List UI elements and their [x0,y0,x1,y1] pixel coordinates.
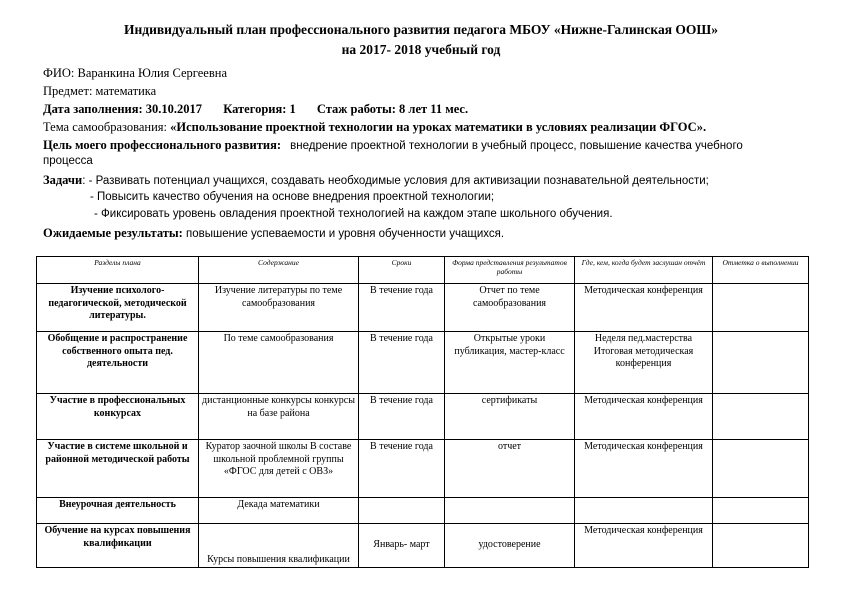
table-cell: Участие в профессиональных конкурсах [37,394,199,440]
table-cell [713,498,809,524]
table-cell [713,332,809,394]
task-item: - Повысить качество обучения на основе внедрения проектной технологии; [90,191,495,203]
plan-table [36,256,809,568]
table-header-row [37,257,809,284]
table-cell: Изучение психолого-педагогической, методической литературы. [37,284,199,332]
goal-label: Цель моего профессионального развития: [43,138,282,152]
table-row [37,284,809,332]
table-cell: Отчет по теме самообразования [445,284,575,332]
table-cell: Методическая конференция [575,394,713,440]
table-cell: В течение года [359,332,445,394]
table-cell [575,498,713,524]
page-title: Индивидуальный план профессионального развития педагога МБОУ «Нижне-Галинская ООШ» [124,22,718,37]
table-cell [713,394,809,440]
goal-value: внедрение проектной технологии в учебный процесс, повышение качества учебного [290,140,743,152]
category: Категория: 1 [223,102,296,116]
task-item: : - Развивать потенциал учащихся, создавать необходимые условия для активизации познавательной деятельности; [82,175,709,187]
column-header: Разделы плана [37,257,199,284]
table-cell [713,284,809,332]
table-cell: Участие в системе школьной и районной методической работы [37,440,199,498]
table-cell: сертификаты [445,394,575,440]
subject-line: Предмет: математика [43,84,157,98]
results-label: Ожидаемые результаты: [43,226,183,240]
table-cell: отчет [445,440,575,498]
table-cell [713,440,809,498]
table-cell: удостоверение [445,524,575,568]
table-cell: Открытые уроки публикация, мастер-класс [445,332,575,394]
table-row [37,332,809,394]
task-item: - Фиксировать уровень овладения проектной технологией на каждом этапе школьного обучения. [94,208,613,220]
table-cell: Обобщение и распространение собственного опыта пед. деятельности [37,332,199,394]
goal-value-continued: процесса [43,155,93,167]
table-row [37,394,809,440]
table-cell: В течение года [359,440,445,498]
table-cell: Изучение литературы по теме самообразования [199,284,359,332]
theme-value: «Использование проектной технологии на уроках математики в условиях реализации ФГОС». [170,120,707,134]
meta-line [43,102,468,117]
tasks-label: Задачи [43,173,83,187]
table-cell: Методическая конференция [575,440,713,498]
column-header: Где, кем, когда будет заслушан отчёт [575,257,713,284]
theme-line [43,120,706,135]
table-cell: Курсы повышения квалификации [199,524,359,568]
experience: Стаж работы: 8 лет 11 мес. [316,102,469,116]
table-cell: Январь- март [359,524,445,568]
table-row [37,440,809,498]
column-header: Форма представления результатов работы [445,257,575,284]
goal-line [43,138,743,153]
table-cell: Куратор заочной школы В составе школьной проблемной группы «ФГОС для детей с ОВЗ» [199,440,359,498]
table-cell: Методическая конференция [575,524,713,568]
column-header: Содержание [199,257,359,284]
table-cell: По теме самообразования [199,332,359,394]
table-cell: Внеурочная деятельность [37,498,199,524]
table-cell: дистанционные конкурсы конкурсы на базе района [199,394,359,440]
column-header: Отметка о выполнении [713,257,809,284]
results-value: повышение успеваемости и уровня обученности учащихся. [182,228,505,240]
theme-label: Тема самообразования: [43,120,171,134]
table-cell: Методическая конференция [575,284,713,332]
table-cell [713,524,809,568]
table-cell [359,498,445,524]
column-header: Сроки [359,257,445,284]
table-row [37,498,809,524]
table-cell: Декада математики [199,498,359,524]
fio-line: ФИО: Варанкина Юлия Сергеевна [43,66,227,80]
fill-date: Дата заполнения: 30.10.2017 [43,102,203,116]
page-subtitle: на 2017- 2018 учебный год [341,42,501,57]
table-cell: Неделя пед.мастерства Итоговая методическая конференция [575,332,713,394]
table-row [37,524,809,568]
table-cell: Обучение на курсах повышения квалификации [37,524,199,568]
table-cell: В течение года [359,394,445,440]
tasks-line [43,173,709,188]
table-cell [445,498,575,524]
results-line [43,226,504,241]
table-cell: В течение года [359,284,445,332]
